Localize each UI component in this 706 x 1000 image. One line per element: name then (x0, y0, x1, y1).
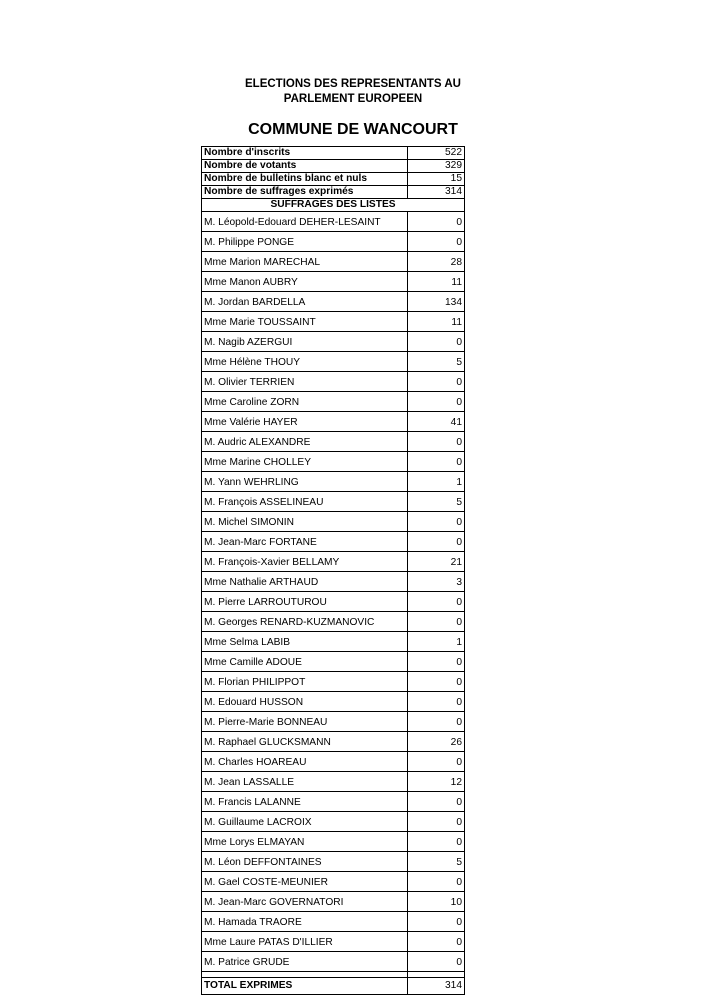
candidate-votes: 3 (408, 572, 465, 592)
candidate-name: M. Raphael GLUCKSMANN (202, 732, 408, 752)
candidate-row (202, 252, 465, 272)
candidate-votes: 0 (408, 712, 465, 732)
candidate-row (202, 612, 465, 632)
candidate-votes: 21 (408, 552, 465, 572)
candidate-name: M. Pierre LARROUTUROU (202, 592, 408, 612)
candidate-row (202, 752, 465, 772)
candidate-name: M. Léopold-Edouard DEHER-LESAINT (202, 212, 408, 232)
lists-header: SUFFRAGES DES LISTES (202, 199, 465, 212)
stat-value: 329 (408, 160, 465, 173)
candidate-row (202, 692, 465, 712)
candidate-name: M. Michel SIMONIN (202, 512, 408, 532)
candidate-name: M. François-Xavier BELLAMY (202, 552, 408, 572)
candidate-row (202, 232, 465, 252)
candidate-row (202, 372, 465, 392)
stat-row-votants (202, 160, 465, 173)
candidate-name: M. Hamada TRAORE (202, 912, 408, 932)
candidate-name: M. Jordan BARDELLA (202, 292, 408, 312)
candidate-votes: 0 (408, 372, 465, 392)
candidate-row (202, 952, 465, 972)
candidate-name: Mme Marine CHOLLEY (202, 452, 408, 472)
candidate-votes: 5 (408, 492, 465, 512)
candidate-votes: 0 (408, 212, 465, 232)
candidate-row (202, 652, 465, 672)
candidate-votes: 0 (408, 232, 465, 252)
candidate-row (202, 852, 465, 872)
candidate-name: M. Audric ALEXANDRE (202, 432, 408, 452)
candidate-votes: 26 (408, 732, 465, 752)
candidate-row (202, 812, 465, 832)
candidate-name: Mme Camille ADOUE (202, 652, 408, 672)
candidate-name: Mme Selma LABIB (202, 632, 408, 652)
candidate-name: Mme Laure PATAS D'ILLIER (202, 932, 408, 952)
candidate-name: Mme Marion MARECHAL (202, 252, 408, 272)
candidate-votes: 0 (408, 952, 465, 972)
stat-label: Nombre de bulletins blanc et nuls (202, 173, 408, 186)
candidate-row (202, 912, 465, 932)
candidate-name: Mme Lorys ELMAYAN (202, 832, 408, 852)
candidate-votes: 0 (408, 592, 465, 612)
candidate-votes: 41 (408, 412, 465, 432)
stat-label: Nombre de suffrages exprimés (202, 186, 408, 199)
election-title-line2: PARLEMENT EUROPEEN (283, 93, 423, 105)
candidate-votes: 0 (408, 332, 465, 352)
candidate-row (202, 792, 465, 812)
candidate-votes: 0 (408, 432, 465, 452)
candidate-row (202, 272, 465, 292)
candidate-votes: 134 (408, 292, 465, 312)
candidate-name: M. Florian PHILIPPOT (202, 672, 408, 692)
candidate-votes: 0 (408, 512, 465, 532)
candidate-name: M. Nagib AZERGUI (202, 332, 408, 352)
candidate-row (202, 472, 465, 492)
candidate-row (202, 592, 465, 612)
candidate-name: M. Jean-Marc FORTANE (202, 532, 408, 552)
candidate-row (202, 772, 465, 792)
stat-row-exprimes (202, 186, 465, 199)
candidate-row (202, 552, 465, 572)
candidate-votes: 0 (408, 392, 465, 412)
stat-label: Nombre de votants (202, 160, 408, 173)
candidate-row (202, 932, 465, 952)
candidate-name: M. Jean-Marc GOVERNATORI (202, 892, 408, 912)
candidate-row (202, 292, 465, 312)
stat-value: 15 (408, 173, 465, 186)
candidate-row (202, 492, 465, 512)
candidate-row (202, 672, 465, 692)
candidate-name: Mme Valérie HAYER (202, 412, 408, 432)
candidate-votes: 0 (408, 792, 465, 812)
candidate-votes: 12 (408, 772, 465, 792)
candidate-votes: 0 (408, 872, 465, 892)
lists-header-row (202, 199, 465, 212)
candidate-name: M. Jean LASSALLE (202, 772, 408, 792)
results-table (201, 146, 465, 995)
candidate-row (202, 352, 465, 372)
candidate-name: Mme Nathalie ARTHAUD (202, 572, 408, 592)
candidate-row (202, 332, 465, 352)
candidate-name: M. François ASSELINEAU (202, 492, 408, 512)
candidate-votes: 0 (408, 932, 465, 952)
candidate-votes: 0 (408, 532, 465, 552)
candidate-row (202, 312, 465, 332)
candidate-row (202, 712, 465, 732)
candidate-row (202, 452, 465, 472)
candidate-row (202, 392, 465, 412)
candidate-row (202, 572, 465, 592)
candidate-row (202, 412, 465, 432)
candidate-name: Mme Hélène THOUY (202, 352, 408, 372)
candidate-row (202, 632, 465, 652)
candidate-name: M. Gael COSTE-MEUNIER (202, 872, 408, 892)
candidate-votes: 0 (408, 752, 465, 772)
total-row (202, 978, 465, 995)
candidate-name: M. Patrice GRUDE (202, 952, 408, 972)
candidate-votes: 5 (408, 852, 465, 872)
candidate-name: M. Charles HOAREAU (202, 752, 408, 772)
candidate-votes: 5 (408, 352, 465, 372)
candidate-row (202, 732, 465, 752)
candidate-votes: 0 (408, 652, 465, 672)
candidate-votes: 11 (408, 272, 465, 292)
candidate-votes: 10 (408, 892, 465, 912)
candidate-name: Mme Caroline ZORN (202, 392, 408, 412)
candidate-name: Mme Manon AUBRY (202, 272, 408, 292)
candidate-votes: 0 (408, 452, 465, 472)
candidate-name: M. Olivier TERRIEN (202, 372, 408, 392)
candidate-row (202, 432, 465, 452)
candidate-name: M. Pierre-Marie BONNEAU (202, 712, 408, 732)
candidate-votes: 0 (408, 832, 465, 852)
candidate-name: M. Guillaume LACROIX (202, 812, 408, 832)
stat-row-blancs-nuls (202, 173, 465, 186)
candidate-name: M. Philippe PONGE (202, 232, 408, 252)
candidate-name: M. Edouard HUSSON (202, 692, 408, 712)
candidate-votes: 0 (408, 692, 465, 712)
stat-label: Nombre d'inscrits (202, 147, 408, 160)
candidate-votes: 0 (408, 912, 465, 932)
stat-value: 522 (408, 147, 465, 160)
candidate-votes: 0 (408, 612, 465, 632)
candidate-votes: 11 (408, 312, 465, 332)
candidate-votes: 1 (408, 472, 465, 492)
candidate-votes: 28 (408, 252, 465, 272)
candidate-name: M. Francis LALANNE (202, 792, 408, 812)
stat-row-inscrits (202, 147, 465, 160)
candidate-row (202, 532, 465, 552)
candidate-row (202, 212, 465, 232)
candidate-row (202, 512, 465, 532)
candidate-name: M. Georges RENARD-KUZMANOVIC (202, 612, 408, 632)
total-value: 314 (408, 978, 465, 995)
stat-value: 314 (408, 186, 465, 199)
candidate-row (202, 832, 465, 852)
candidate-votes: 1 (408, 632, 465, 652)
candidate-votes: 0 (408, 672, 465, 692)
candidate-name: M. Yann WEHRLING (202, 472, 408, 492)
commune-title: COMMUNE DE WANCOURT (248, 121, 458, 138)
candidate-row (202, 892, 465, 912)
candidate-row (202, 872, 465, 892)
candidate-name: Mme Marie TOUSSAINT (202, 312, 408, 332)
candidate-votes: 0 (408, 812, 465, 832)
total-label: TOTAL EXPRIMES (202, 978, 408, 995)
election-title-line1: ELECTIONS DES REPRESENTANTS AU (245, 78, 461, 90)
candidate-name: M. Léon DEFFONTAINES (202, 852, 408, 872)
